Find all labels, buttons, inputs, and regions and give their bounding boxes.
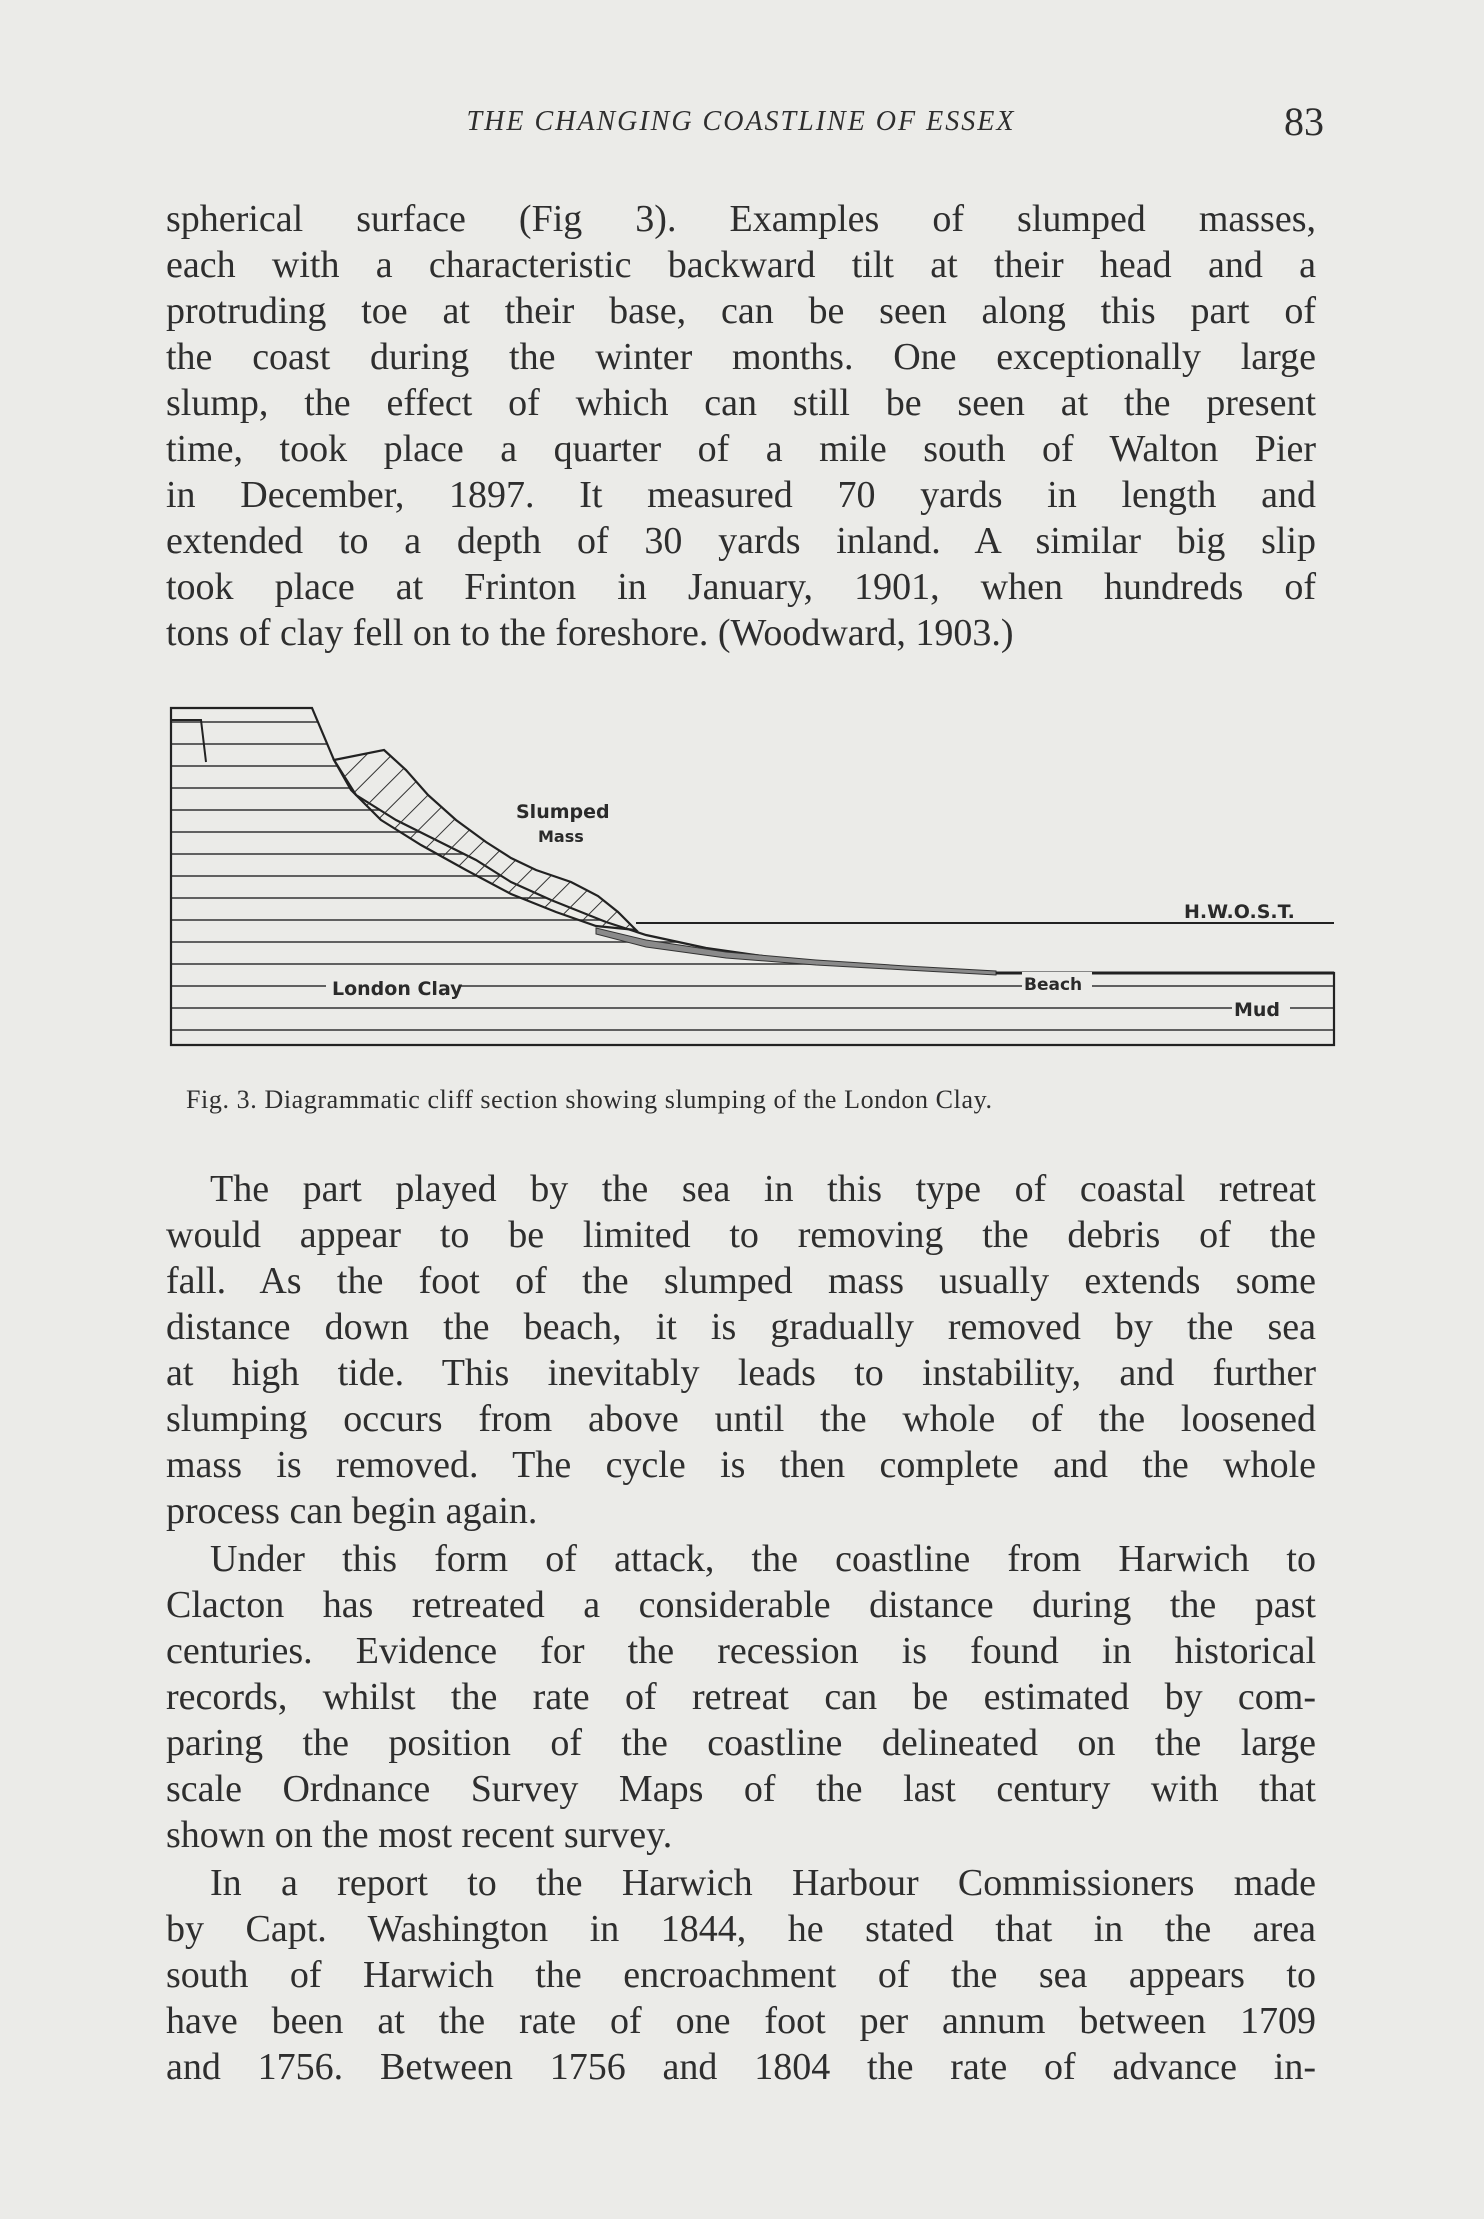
text-line: In a report to the Harwich Harbour Commissioners made — [210, 1862, 1316, 1904]
text-line: slumping occurs from above until the whole of the loosened — [166, 1398, 1316, 1440]
text-line: shown on the most recent survey. — [166, 1814, 673, 1856]
text-line: have been at the rate of one foot per annum between 1709 — [166, 2000, 1316, 2042]
paragraph-3 — [166, 1536, 1316, 1858]
text-line: took place at Frinton in January, 1901, when hundreds of — [166, 566, 1316, 608]
text-line: extended to a depth of 30 yards inland. A similar big slip — [166, 520, 1316, 562]
paragraph-4 — [166, 1860, 1316, 2090]
text-line: Clacton has retreated a considerable distance during the past — [166, 1584, 1316, 1626]
label-mud: Mud — [1234, 999, 1281, 1021]
label-beach: Beach — [1024, 975, 1083, 995]
figure-caption: Fig. 3. Diagrammatic cliff section showing slumping of the London Clay. — [186, 1085, 993, 1114]
running-title: THE CHANGING COASTLINE OF ESSEX — [466, 106, 1016, 137]
text-line: The part played by the sea in this type of coastal retreat — [210, 1168, 1316, 1210]
text-line: records, whilst the rate of retreat can be estimated by com- — [166, 1676, 1316, 1718]
cliff-section-figure — [166, 700, 1346, 1060]
paragraph-2 — [166, 1166, 1316, 1534]
text-line: spherical surface (Fig 3). Examples of slumped masses, — [166, 198, 1316, 240]
text-line: scale Ordnance Survey Maps of the last century with that — [166, 1768, 1316, 1810]
text-line: slump, the effect of which can still be seen at the present — [166, 382, 1316, 424]
text-line: mass is removed. The cycle is then complete and the whole — [166, 1444, 1316, 1486]
text-line: distance down the beach, it is gradually removed by the sea — [166, 1306, 1316, 1348]
text-line: protruding toe at their base, can be seen along this part of — [166, 290, 1316, 332]
text-line: the coast during the winter months. One exceptionally large — [166, 336, 1316, 378]
text-line: each with a characteristic backward tilt at their head and a — [166, 244, 1316, 286]
paragraph-1 — [166, 196, 1316, 656]
text-line: process can begin again. — [166, 1490, 538, 1532]
text-line: at high tide. This inevitably leads to instability, and further — [166, 1352, 1316, 1394]
cliff-section-diagram — [166, 700, 1346, 1060]
cliff-top-fissure — [171, 708, 206, 762]
text-line: paring the position of the coastline delineated on the large — [166, 1722, 1316, 1764]
page-number: 83 — [1284, 99, 1324, 144]
beach-deposit — [596, 928, 996, 975]
label-slumped: Slumped — [516, 801, 610, 823]
text-line: by Capt. Washington in 1844, he stated that in the area — [166, 1908, 1316, 1950]
label-london-clay: London Clay — [332, 978, 463, 1000]
text-line: time, took place a quarter of a mile south of Walton Pier — [166, 428, 1316, 470]
text-line: Under this form of attack, the coastline from Harwich to — [210, 1538, 1316, 1580]
text-line: south of Harwich the encroachment of the sea appears to — [166, 1954, 1316, 1996]
text-line: fall. As the foot of the slumped mass usually extends some — [166, 1260, 1316, 1302]
label-mass: Mass — [538, 827, 584, 846]
text-line: centuries. Evidence for the recession is found in historical — [166, 1630, 1316, 1672]
label-hwost: H.W.O.S.T. — [1184, 901, 1295, 923]
running-head — [166, 98, 1324, 144]
text-line: tons of clay fell on to the foreshore. (Woodward, 1903.) — [166, 612, 1014, 654]
text-line: would appear to be limited to removing the debris of the — [166, 1214, 1316, 1256]
text-line: in December, 1897. It measured 70 yards in length and — [166, 474, 1316, 516]
text-line: and 1756. Between 1756 and 1804 the rate of advance in- — [166, 2046, 1316, 2088]
